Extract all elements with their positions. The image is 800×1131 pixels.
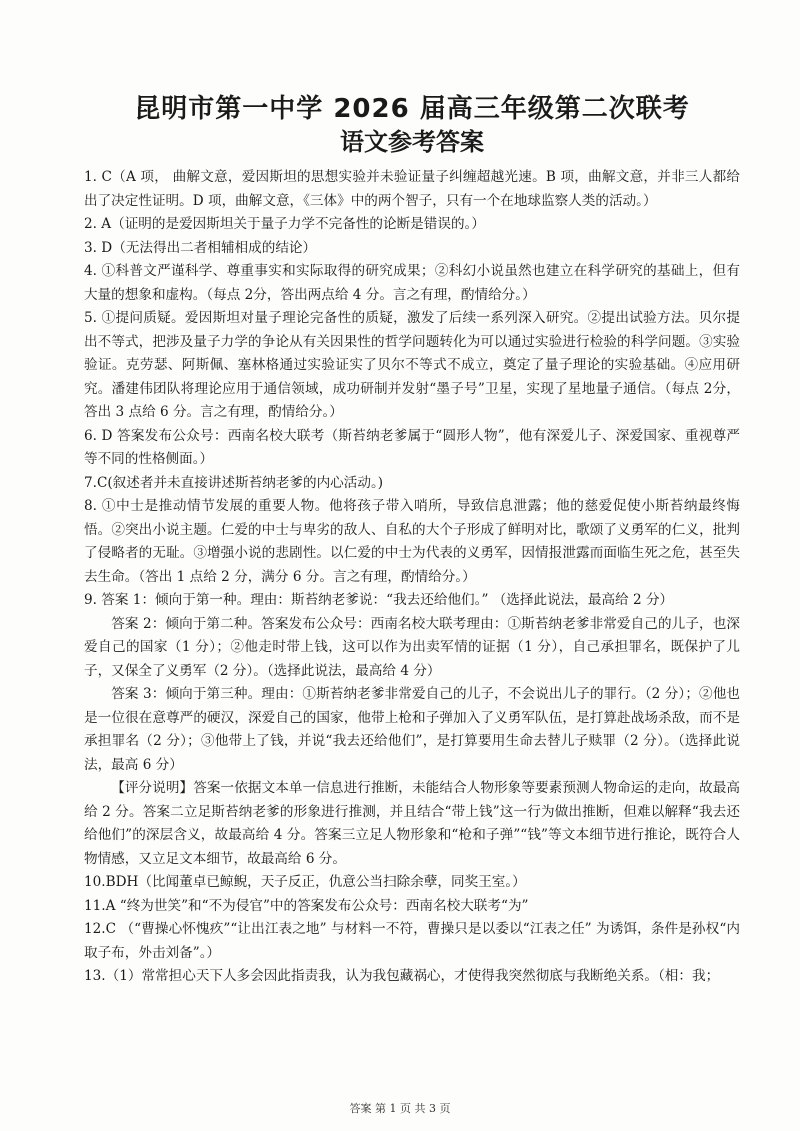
answer-1: 1. C（A 项， 曲解文意，爱因斯坦的思想实验并未验证量子纠缠超越光速。B 项，曲解文意，并非三人都给出了决定性证明。D 项，曲解文意，《三体》中的两个智子，只有一个在地球监察人类的活动。） bbox=[84, 169, 740, 209]
scoring-note: 【评分说明】答案一依据文本单一信息进行推断，未能结合人物形象等要素预测人物命运的走向，故最高给 2 分。答案二立足斯苔纳老爹的形象进行推测，并且结合“带上钱”这一行为做出推断，但难以解释“我去还给他们”的深层含义，故最高给 4 分。答案三立足人物形象和“枪和子弹”“钱”等文本细节进行推论，既符合人物情感，又立足文本细节，故最高给 6 分。 bbox=[84, 780, 740, 867]
answer-6: 6. D 答案发布公众号：西南名校大联考（斯苔纳老爹属于“圆形人物”，他有深爱儿子、深爱国家、重视尊严等不同的性格侧面。） bbox=[84, 427, 740, 467]
answer-9-option-1: 9. 答案 1：倾向于第一种。理由：斯苔纳老爹说：“我去还给他们。” （选择此说法，最高给 2 分） bbox=[84, 592, 674, 608]
page-title: 昆明市第一中学 2026 届高三年级第二次联考 bbox=[134, 94, 690, 124]
answer-5: 5. ①提问质疑。爱因斯坦对量子理论完备性的质疑，激发了后续一系列深入研究。②提出试验方法。贝尔提出不等式，把涉及量子力学的争论从有关因果性的哲学问题转化为可以通过实验进行检验的科学问题。③实验验证。克劳瑟、阿斯佩、塞林格通过实验证实了贝尔不等式不成立，奠定了量子理论的实验基础。④应用研究。潘建伟团队将理论应用于通信领域，成功研制并发射“墨子号”卫星，实现了星地量子通信。（每点 2分，答出 3 点给 6 分。言之有理，酌情给分。） bbox=[84, 310, 740, 420]
answer-9-option-3: 答案 3：倾向于第三种。理由：①斯苔纳老爹非常爱自己的儿子，不会说出儿子的罪行。（2 分）；②他也是一位很在意尊严的硬汉，深爱自己的国家，他带上枪和子弹加入了义勇军队伍，是打算赴战场杀敌，而不是承担罪名（2 分）；③他带上了钱，并说“我去还给他们”，是打算要用生命去替儿子赎罪（2 分）。（选择此说法，最高 6 分） bbox=[84, 686, 740, 773]
answer-2: 2. A（证明的是爱因斯坦关于量子力学不完备性的论断是错误的。） bbox=[84, 216, 485, 232]
page-subtitle: 语文参考答案 bbox=[340, 128, 484, 156]
answer-7: 7.C(叙述者并未直接讲述斯苔纳老爹的内心活动。) bbox=[84, 474, 384, 491]
answer-3: 3. D（无法得出二者相辅相成的结论） bbox=[84, 239, 317, 256]
answer-8: 8. ①中士是推动情节发展的重要人物。他将孩子带入哨所，导致信息泄露；他的慈爱促使小斯苔纳最终悔悟。②突出小说主题。仁爱的中士与卑劣的敌人、自私的大个子形成了鲜明对比，歌颂了义勇军的仁义，批判了侵略者的无耻。③增强小说的悲剧性。以仁爱的中士为代表的义勇军，因情报泄露而面临生死之危，甚至失去生命。（答出 1 点给 2 分，满分 6 分。言之有理，酌情给分。） bbox=[84, 498, 740, 585]
answer-11: 11.A “终为世笑”和“不为侵官”中的答案发布公众号：西南名校大联考“为” bbox=[84, 897, 529, 914]
answer-10: 10.BDH（比闻董卓已鲸鲵，天子反正，仇意公当扫除余孽，同奖王室。） bbox=[84, 874, 526, 890]
page-footer: 答案 第 1 页 共 3 页 bbox=[349, 1102, 451, 1115]
answer-4: 4. ①科普文严谨科学、尊重事实和实际取得的研究成果；②科幻小说虽然也建立在科学研究的基础上，但有大量的想象和虚构。（每点 2分，答出两点给 4 分。言之有理，酌情给分。） bbox=[84, 263, 740, 303]
answer-13: 13.（1）常常担心天下人多会因此指责我，认为我包藏祸心，才使得我突然彻底与我断绝关系。（相：我； bbox=[84, 968, 720, 984]
answer-list bbox=[84, 166, 740, 989]
answer-12: 12.C （“曹操心怀愧疚”“让出江表之地” 与材料一不符，曹操只是以委以“江表之任” 为诱饵，条件是孙权“内取子布，外击刘备”。） bbox=[84, 921, 740, 961]
answer-9-option-2: 答案 2：倾向于第二种。答案发布公众号：西南名校大联考理由：①斯苔纳老爹非常爱自己的儿子，也深爱自己的国家（1 分）；②他走时带上钱，这可以作为出卖军情的证据（1 分），自己承担罪名，既保护了儿子，又保全了义勇军（2 分）。（选择此说法，最高给 4 分） bbox=[84, 615, 740, 679]
